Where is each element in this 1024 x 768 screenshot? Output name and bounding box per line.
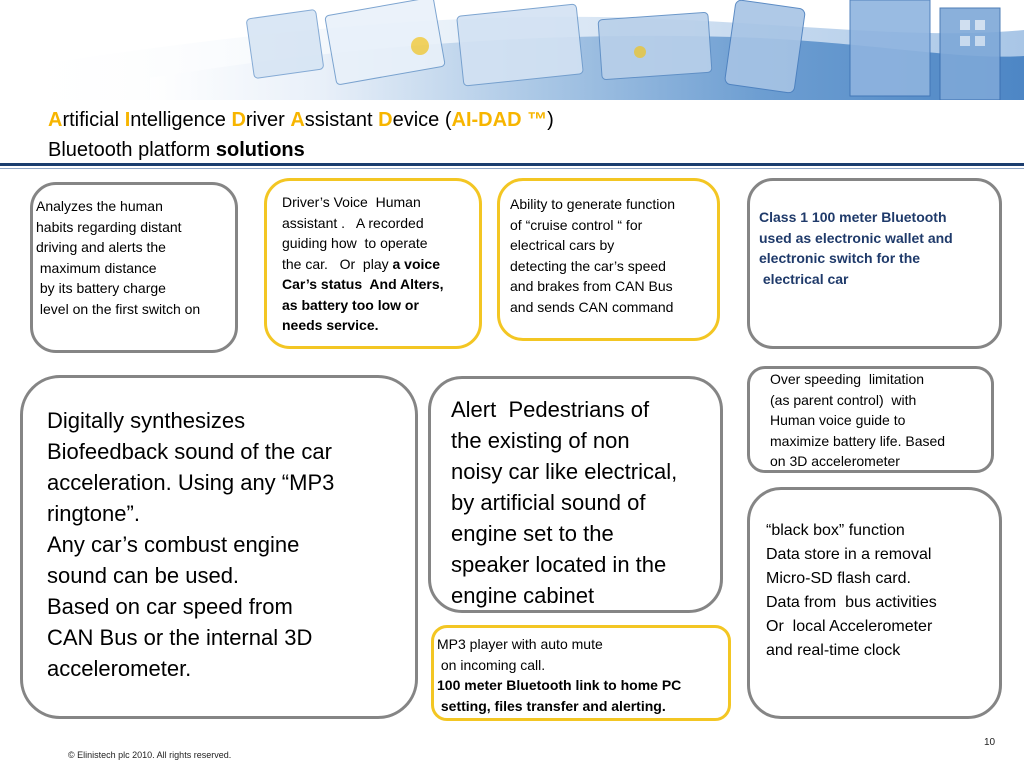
page-subtitle [48, 138, 305, 162]
title-initial: D [378, 109, 393, 131]
box-pedestrians-text: Alert Pedestrians of the existing of non noisy car like electrical, by artificial sound of engine set to the speaker located in the engine cabinet [451, 397, 678, 608]
title-segment: river [245, 109, 291, 131]
title-initial: A [290, 109, 305, 131]
box-biofeedback-text: Digitally synthesizes Biofeedback sound of the car acceleration. Using any “MP3 ringtone”. Any car’s combust engine sound can be used. Based on car speed from CAN Bus or the internal 3D accelerometer. [47, 408, 335, 681]
header-banner [0, 0, 1024, 100]
subtitle-regular: Bluetooth platform [48, 139, 216, 161]
title-segment: ntelligence [130, 109, 232, 131]
box-mp3-text [437, 634, 681, 716]
box-voice-text [282, 192, 444, 336]
title-segment: ssistant [304, 109, 379, 131]
copyright-footer: © Elinistech plc 2010. All rights reserved. [68, 750, 232, 760]
page-title [48, 108, 554, 132]
box-analyzes-text: Analyzes the human habits regarding distant driving and alerts the maximum distance by its battery charge level on the first switch on [36, 198, 201, 317]
title-initial: AI-DAD ™ [451, 109, 548, 131]
box-voice-text-bold: a voice Car’s status And Alters, as battery too low or needs service. [282, 255, 444, 333]
page-number: 10 [984, 737, 996, 748]
title-initial: A [48, 109, 63, 131]
box-mp3-text-bold: 100 meter Bluetooth link to home PC setting, files transfer and alerting. [437, 677, 682, 714]
box-class1-text: Class 1 100 meter Bluetooth used as electronic wallet and electronic switch for the electrical car [759, 209, 953, 287]
box-cruise-text: Ability to generate function of “cruise control “ for electrical cars by detecting the car’s speed and brakes from CAN Bus and sends CAN command [510, 196, 675, 315]
title-segment: rtificial [62, 109, 125, 131]
title-divider [0, 163, 1024, 166]
box-mp3-text-regular: MP3 player with auto mute on incoming call. [437, 636, 603, 673]
title-divider-thin [0, 168, 1024, 169]
title-initial: D [231, 109, 246, 131]
title-segment: ) [547, 109, 554, 131]
header-illustration [0, 0, 1024, 100]
title-segment: evice ( [392, 109, 452, 131]
box-overspeed-text: Over speeding limitation (as parent control) with Human voice guide to maximize battery life. Based on 3D accelerometer [770, 371, 946, 469]
subtitle-bold: solutions [215, 139, 305, 161]
box-blackbox-text: “black box” function Data store in a removal Micro-SD flash card. Data from bus activities Or local Accelerometer and real-time clock [766, 522, 937, 659]
box-voice-text-regular: Driver’s Voice Human assistant . A recorded guiding how to operate the car. Or play [282, 194, 428, 272]
title-initial: I [124, 109, 131, 131]
